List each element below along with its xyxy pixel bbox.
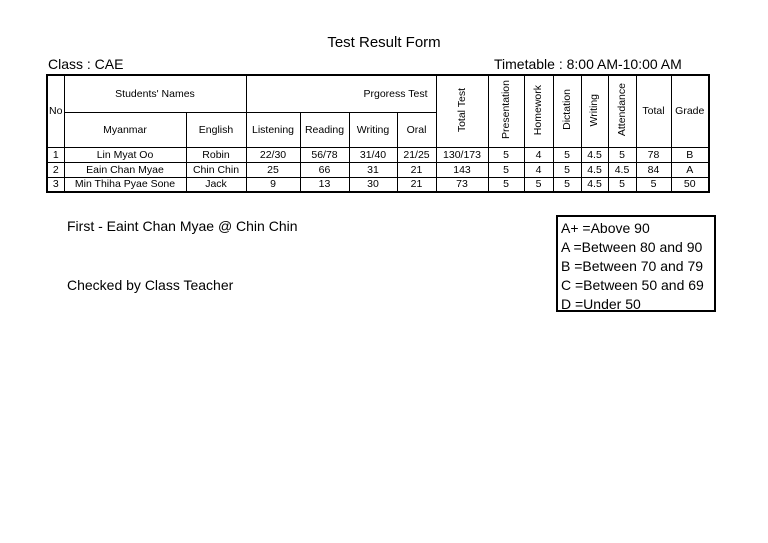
header-progress-test: Prgoress Test [246, 75, 436, 112]
cell-listening: 9 [246, 177, 300, 192]
form-title: Test Result Form [327, 34, 441, 51]
header-attendance: Attendance [608, 75, 636, 147]
cell-writing-test: 30 [349, 177, 397, 192]
header-students-names: Students' Names [64, 75, 246, 112]
results-table [46, 74, 710, 193]
header-dictation: Dictation [553, 75, 581, 147]
cell-total-test: 73 [436, 177, 488, 192]
cell-attendance: 4.5 [608, 162, 636, 177]
header-presentation: Presentation [488, 75, 524, 147]
cell-homework: 5 [524, 177, 553, 192]
cell-writing: 4.5 [581, 177, 608, 192]
header-no: No [47, 75, 64, 147]
cell-total-test: 143 [436, 162, 488, 177]
legend-item: D =Under 50 [561, 296, 641, 312]
cell-dictation: 5 [553, 162, 581, 177]
header-reading: Reading [300, 112, 349, 147]
cell-writing: 4.5 [581, 162, 608, 177]
cell-dictation: 5 [553, 177, 581, 192]
cell-reading: 66 [300, 162, 349, 177]
header-grade: Grade [671, 75, 709, 147]
cell-oral: 21 [397, 162, 436, 177]
legend-item: A =Between 80 and 90 [561, 239, 703, 255]
checked-by-text: Checked by Class Teacher [67, 277, 234, 293]
header-total-test: Total Test [436, 75, 488, 147]
cell-english: Chin Chin [186, 162, 246, 177]
cell-total: 5 [636, 177, 671, 192]
legend-item: A+ =Above 90 [561, 220, 650, 236]
header-homework: Homework [524, 75, 553, 147]
cell-total-test: 130/173 [436, 147, 488, 162]
header-row-top [47, 75, 709, 112]
cell-homework: 4 [524, 162, 553, 177]
timetable-label: Timetable : 8:00 AM-10:00 AM [494, 56, 682, 72]
table-row [47, 147, 709, 162]
table-row [47, 162, 709, 177]
cell-dictation: 5 [553, 147, 581, 162]
cell-grade: 50 [671, 177, 709, 192]
cell-oral: 21/25 [397, 147, 436, 162]
cell-myanmar: Min Thiha Pyae Sone [64, 177, 186, 192]
cell-homework: 4 [524, 147, 553, 162]
cell-writing-test: 31/40 [349, 147, 397, 162]
cell-listening: 22/30 [246, 147, 300, 162]
header-myanmar: Myanmar [64, 112, 186, 147]
cell-myanmar: Eain Chan Myae [64, 162, 186, 177]
cell-total: 84 [636, 162, 671, 177]
header-writing: Writing [581, 75, 608, 147]
first-place-text: First - Eaint Chan Myae @ Chin Chin [67, 218, 298, 234]
cell-writing-test: 31 [349, 162, 397, 177]
cell-reading: 13 [300, 177, 349, 192]
cell-listening: 25 [246, 162, 300, 177]
cell-oral: 21 [397, 177, 436, 192]
table-row [47, 177, 709, 192]
header-english: English [186, 112, 246, 147]
cell-attendance: 5 [608, 147, 636, 162]
header-oral: Oral [397, 112, 436, 147]
cell-myanmar: Lin Myat Oo [64, 147, 186, 162]
header-writing-test: Writing [349, 112, 397, 147]
grade-legend [556, 215, 716, 312]
cell-no: 1 [47, 147, 64, 162]
cell-grade: B [671, 147, 709, 162]
cell-english: Robin [186, 147, 246, 162]
header-total: Total [636, 75, 671, 147]
cell-no: 3 [47, 177, 64, 192]
cell-presentation: 5 [488, 162, 524, 177]
cell-grade: A [671, 162, 709, 177]
legend-item: C =Between 50 and 69 [561, 277, 704, 293]
header-listening: Listening [246, 112, 300, 147]
cell-reading: 56/78 [300, 147, 349, 162]
cell-writing: 4.5 [581, 147, 608, 162]
cell-attendance: 5 [608, 177, 636, 192]
cell-presentation: 5 [488, 177, 524, 192]
cell-presentation: 5 [488, 147, 524, 162]
legend-item: B =Between 70 and 79 [561, 258, 704, 274]
cell-total: 78 [636, 147, 671, 162]
cell-english: Jack [186, 177, 246, 192]
cell-no: 2 [47, 162, 64, 177]
class-label: Class : CAE [48, 56, 124, 72]
